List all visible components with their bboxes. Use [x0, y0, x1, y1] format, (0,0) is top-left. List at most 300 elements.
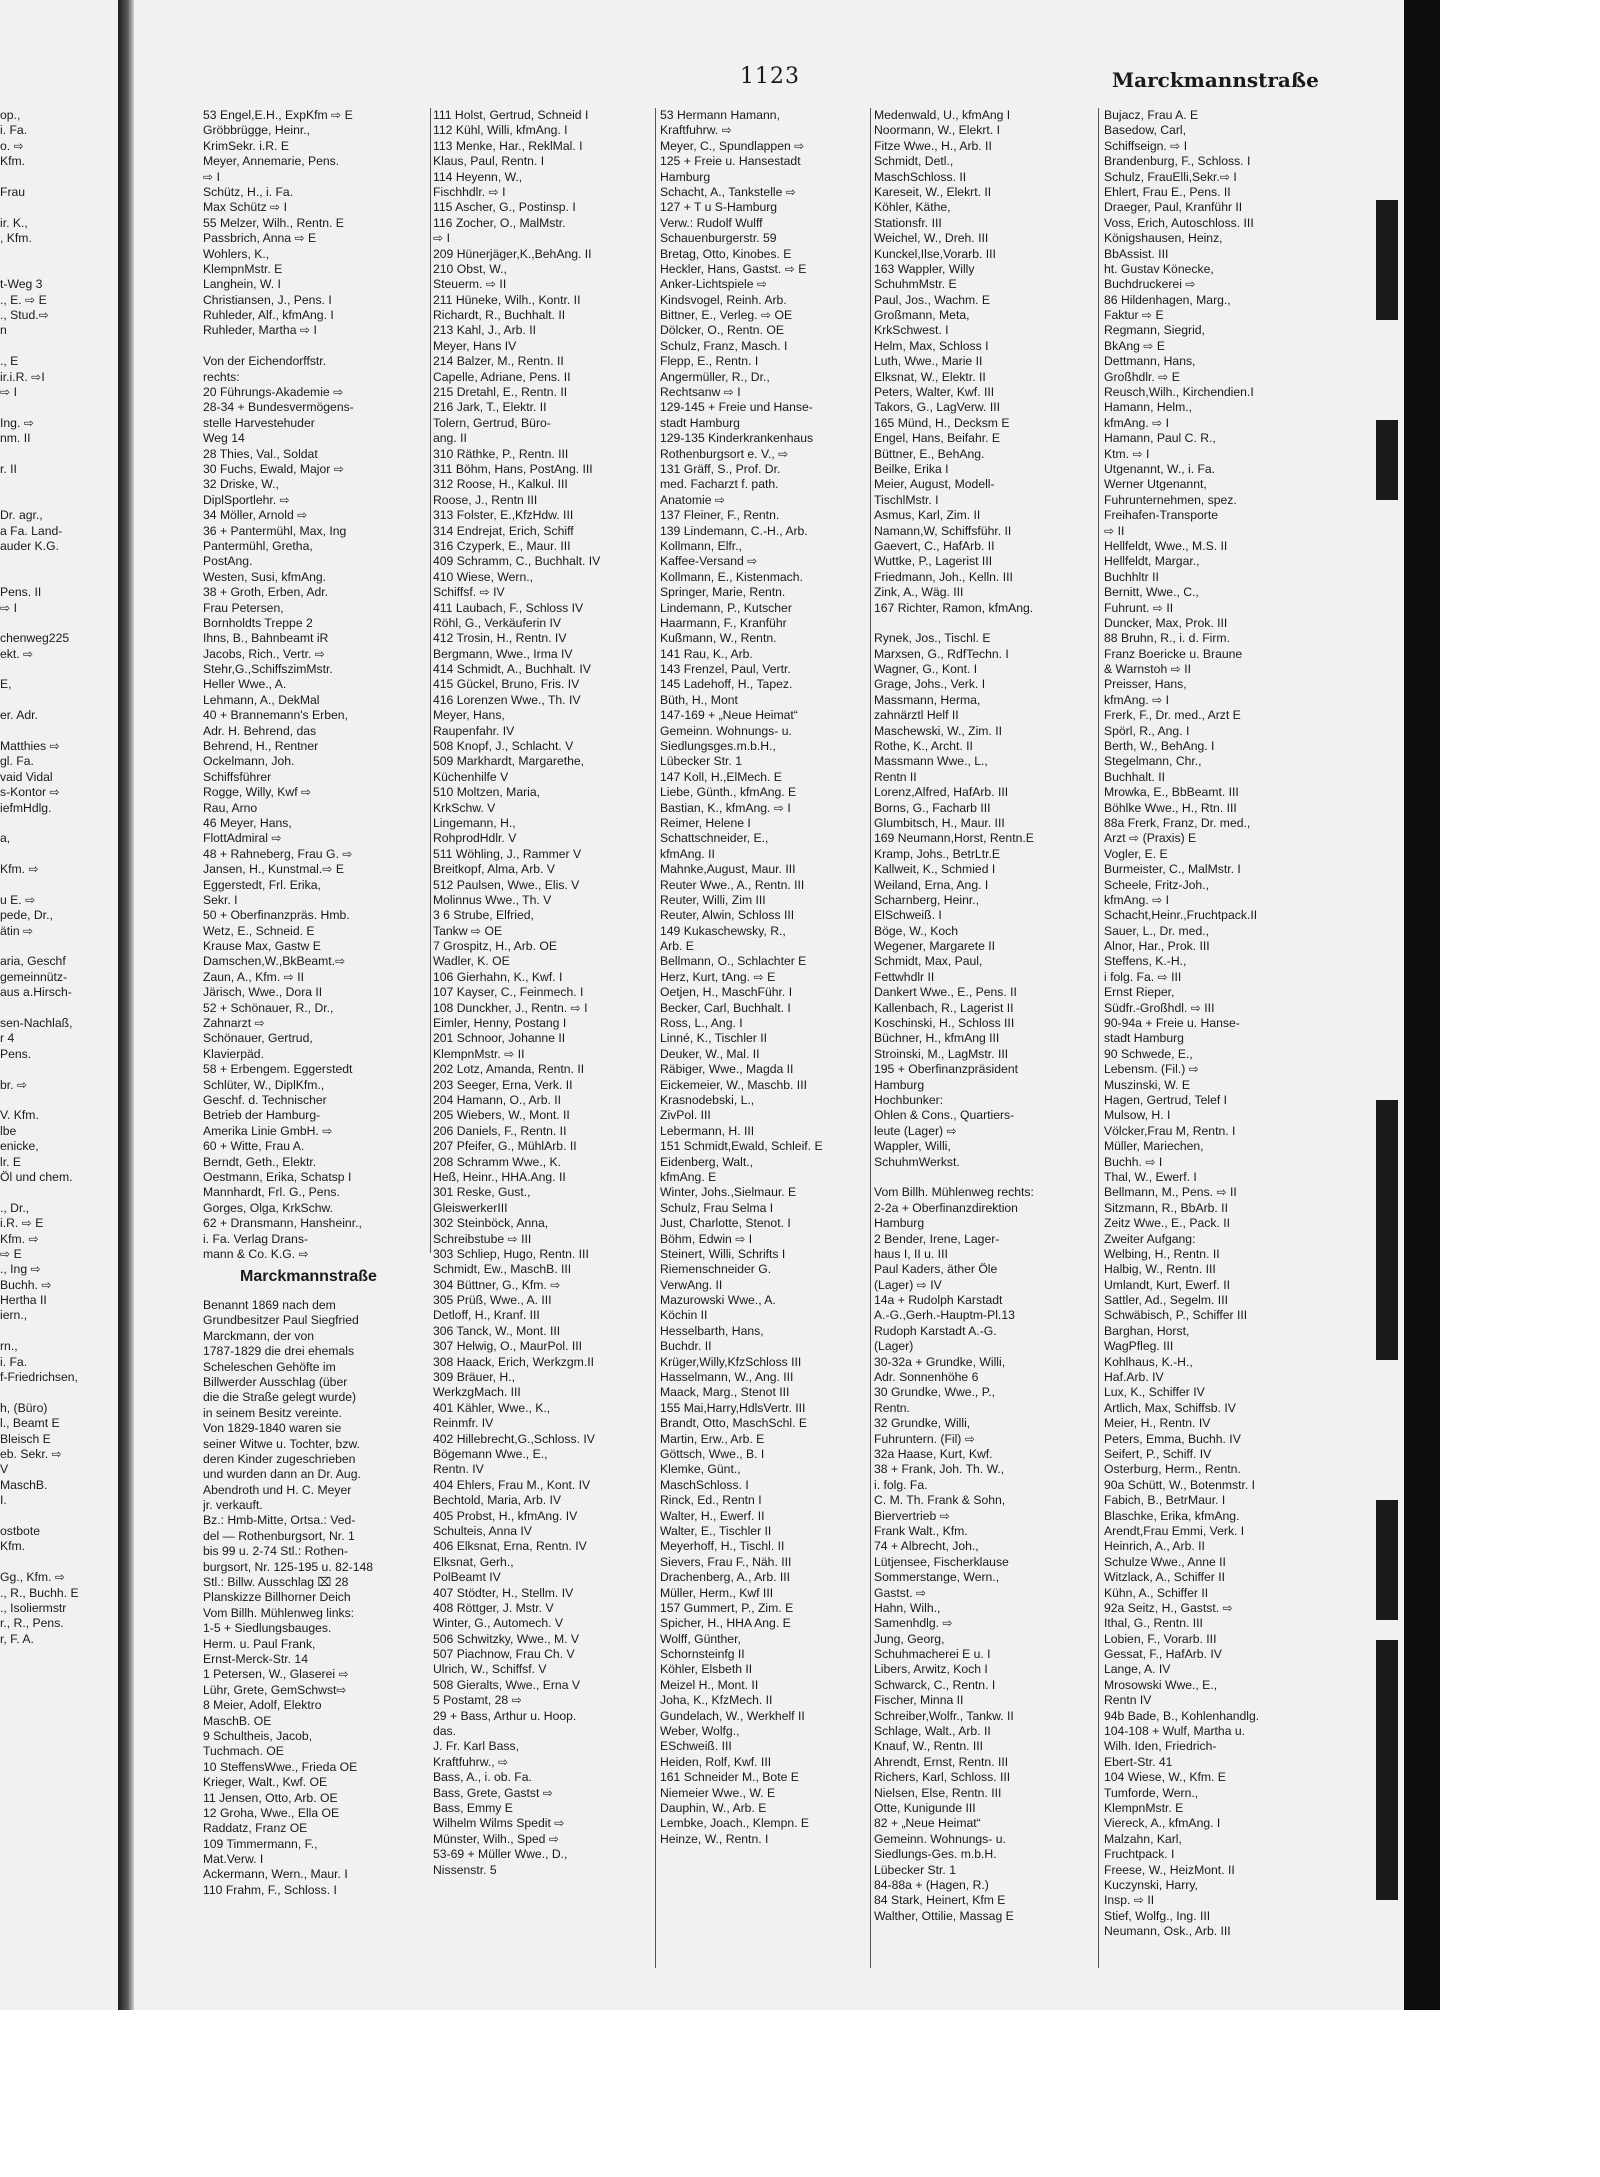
directory-line: l., Beamt E [0, 1416, 60, 1431]
directory-line [0, 662, 116, 677]
directory-line: 506 Schwitzky, Wwe., M. V [433, 1631, 580, 1646]
directory-line: Jung, Georg, [874, 1631, 945, 1646]
directory-line: Bastian, K., kfmAng. ⇨ I [660, 800, 791, 815]
directory-line: Kaffee-Versand ⇨ [660, 554, 758, 569]
directory-line: 104 Wiese, W., Kfm. E [1104, 1770, 1226, 1785]
directory-line: Jacobs, Rich., Vertr. ⇨ [203, 646, 325, 661]
directory-line: Anatomie ⇨ [660, 492, 726, 507]
directory-line: Schauenburgerstr. 59 [660, 231, 777, 246]
directory-line: 115 Ascher, G., Postinsp. I [433, 200, 576, 215]
directory-line [0, 724, 116, 739]
directory-line: Schiffseign. ⇨ I [1104, 138, 1188, 153]
directory-line: 38 + Frank, Joh. Th. W., [874, 1462, 1005, 1477]
directory-line [0, 200, 116, 215]
directory-line: kfmAng. II [660, 846, 715, 861]
directory-line: Meyer, Hans IV [433, 338, 517, 353]
directory-line: WagPfleg. III [1104, 1339, 1174, 1354]
directory-line: 195 + Oberfinanzpräsident [874, 1062, 1018, 1077]
directory-line: stelle Harvestehuder [203, 415, 315, 430]
directory-line: Maack, Marg., Stenot III [660, 1385, 790, 1400]
directory-line: Klaus, Paul, Rentn. I [433, 154, 545, 169]
directory-line: Herm. u. Paul Frank, [203, 1636, 316, 1651]
directory-line: Lange, A. IV [1104, 1662, 1171, 1677]
directory-line: Voss, Erich, Autoschloss. III [1104, 215, 1254, 230]
directory-line: 404 Ehlers, Frau M., Kont. IV [433, 1477, 591, 1492]
directory-line: Tumforde, Wern., [1104, 1785, 1199, 1800]
directory-line: 88 Bruhn, R., i. d. Firm. [1104, 631, 1230, 646]
directory-line: Winter, Johs.,Sielmaur. E [660, 1185, 797, 1200]
directory-line: MaschSchloss. I [660, 1477, 749, 1492]
directory-line: 125 + Freie u. Hansestadt [660, 154, 801, 169]
directory-line: Frau Petersen, [203, 600, 284, 615]
directory-line: 90 Schwede, E., [1104, 1046, 1193, 1061]
directory-line: Arzt ⇨ (Praxis) E [1104, 831, 1197, 846]
directory-line: 52 + Schönauer, R., Dr., [203, 1000, 334, 1015]
directory-line: Vom Billh. Mühlenweg rechts: [874, 1185, 1034, 1200]
directory-line: Kfm. [0, 1539, 26, 1554]
directory-line: 206 Daniels, F., Rentn. II [433, 1123, 567, 1138]
directory-line: Bass, Grete, Gastst ⇨ [433, 1785, 553, 1800]
directory-line: Adr. H. Behrend, das [203, 723, 317, 738]
directory-line: Medenwald, U., kfmAng I [874, 108, 1011, 122]
directory-line: 165 Münd, H., Decksm E [874, 415, 1010, 430]
directory-line: KrimSekr. i.R. E [203, 138, 290, 153]
directory-line: Klavierpäd. [203, 1046, 264, 1061]
directory-line: Vogler, E. E [1104, 846, 1168, 861]
directory-line: I. [0, 1493, 7, 1508]
directory-line: Zink, A., Wäg. III [874, 585, 964, 600]
directory-line: Walther, Ottilie, Massag E [874, 1908, 1014, 1923]
directory-line: Hamburg [660, 169, 711, 184]
directory-line: Meier, H., Rentn. IV [1104, 1416, 1211, 1431]
directory-line: Dankert Wwe., E., Pens. II [874, 985, 1017, 1000]
directory-line: i. folg. Fa. [874, 1477, 928, 1492]
directory-line: Schönauer, Gertrud, [203, 1031, 313, 1046]
directory-line: Röhl, G., Verkäuferin IV [433, 615, 562, 630]
directory-line [874, 1170, 1082, 1185]
directory-line: Rothe, K., Archt. II [874, 739, 973, 754]
directory-line: ., E [0, 354, 19, 369]
directory-line: Reusch,Wilh., Kirchendien.I [1104, 385, 1254, 400]
directory-line: Köhler, Elsbeth II [660, 1662, 753, 1677]
directory-line: Lebermann, H. III [660, 1123, 755, 1138]
directory-line: 414 Schmidt, A., Buchhalt. IV [433, 662, 591, 677]
directory-line: Fuhrunternehmen, spez. [1104, 492, 1237, 507]
directory-line: Jansen, H., Kunstmal.⇨ E [203, 862, 344, 877]
directory-line: Siedlungsges.m.b.H., [660, 739, 776, 754]
directory-line: Gg., Kfm. ⇨ [0, 1570, 66, 1585]
directory-line: 30 Grundke, Wwe., P., [874, 1385, 996, 1400]
directory-line: 129-145 + Freie und Hanse- [660, 400, 813, 415]
directory-line: Ruhleder, Martha ⇨ I [203, 323, 317, 338]
directory-line: ekt. ⇨ [0, 646, 34, 661]
directory-line: Lindemann, P., Kutscher [660, 600, 792, 615]
directory-line: 109 Timmermann, F., [203, 1836, 318, 1851]
directory-line: Kunckel,Ilse,Vorarb. III [874, 246, 996, 261]
directory-line: Schlage, Walt., Arb. II [874, 1724, 991, 1739]
directory-line: Hertha II [0, 1293, 47, 1308]
directory-line: Rentn IV [1104, 1693, 1152, 1708]
directory-line: Elksnat, Gerh., [433, 1554, 514, 1569]
directory-line: u E. ⇨ [0, 892, 36, 907]
directory-line: r., R., Pens. [0, 1616, 64, 1631]
directory-line: Von 1829-1840 waren sie [203, 1421, 342, 1436]
directory-line: 151 Schmidt,Ewald, Schleif. E [660, 1139, 823, 1154]
directory-line: Kußmann, W., Rentn. [660, 631, 777, 646]
directory-line: 305 Prüß, Wwe., A. III [433, 1293, 552, 1308]
directory-line: Samenhdlg. ⇨ [874, 1616, 953, 1631]
directory-line: Schuhmacherei E u. I [874, 1647, 991, 1662]
directory-line: Ohlen & Cons., Quartiers- [874, 1108, 1015, 1123]
directory-line: 511 Wöhling, J., Rammer V [433, 846, 582, 861]
directory-line: Räbiger, Wwe., Magda II [660, 1062, 794, 1077]
directory-line: Büchner, H., kfmAng III [874, 1031, 1000, 1046]
directory-line: 36 + Pantermühl, Max, Ing [203, 523, 347, 538]
directory-line: 14a + Rudolph Karstadt [874, 1293, 1003, 1308]
directory-line: Schulz, Franz, Masch. I [660, 338, 788, 353]
directory-line: gemeinnütz- [0, 969, 68, 984]
directory-line: Schacht,Heinr.,Fruchtpack.II [1104, 908, 1258, 923]
directory-line: del — Rothenburgsort, Nr. 1 [203, 1528, 355, 1543]
directory-line: Zahnarzt ⇨ [203, 1016, 265, 1031]
directory-line: 163 Wappler, Willy [874, 261, 975, 276]
directory-line: Winter, G., Automech. V [433, 1616, 564, 1631]
column-divider [870, 108, 871, 1968]
directory-line: ⇨ I [203, 169, 220, 184]
directory-line: BkAng ⇨ E [1104, 338, 1166, 353]
directory-line: Arendt,Frau Emmi, Verk. I [1104, 1523, 1245, 1538]
directory-line [0, 693, 116, 708]
running-header-street: Marckmannstraße [1112, 68, 1319, 92]
directory-line: vaid Vidal [0, 769, 53, 784]
directory-line: 58 + Erbengem. Eggerstedt [203, 1062, 353, 1077]
directory-line: Namann,W, Schiffsführ. II [874, 523, 1012, 538]
directory-line: o. ⇨ [0, 138, 24, 153]
directory-line: Hamann, Helm., [1104, 400, 1193, 415]
directory-line: h, (Büro) [0, 1400, 48, 1415]
directory-line [0, 570, 116, 585]
column-3 [660, 108, 868, 1847]
directory-line: Krasnodebski, L., [660, 1093, 755, 1107]
directory-line: 55 Melzer, Wilh., Rentn. E [203, 215, 344, 230]
directory-line: SchuhmMstr. E [874, 277, 957, 292]
directory-line: Königshausen, Heinz, [1104, 231, 1223, 246]
directory-line: auder K.G. [0, 538, 59, 553]
directory-line: Schiffsführer [203, 769, 272, 784]
directory-line: ., R., Buchh. E [0, 1585, 79, 1600]
directory-line: Krieger, Walt., Kwf. OE [203, 1775, 328, 1790]
directory-line: Meyer, C., Spundlappen ⇨ [660, 138, 805, 153]
directory-line: eb. Sekr. ⇨ [0, 1446, 62, 1461]
directory-line: Böge, W., Koch [874, 923, 959, 938]
directory-line: 416 Lorenzen Wwe., Th. IV [433, 692, 581, 707]
directory-line: 408 Röttger, J. Mstr. V [433, 1600, 554, 1615]
directory-line: 9 Schultheis, Jacob, [203, 1728, 313, 1743]
directory-line: Steffens, K.-H., [1104, 954, 1187, 969]
directory-line: Meizel H., Mont. II [660, 1677, 759, 1692]
directory-line: Basedow, Carl, [1104, 123, 1186, 138]
directory-line: Ockelmann, Joh. [203, 754, 295, 769]
directory-line: 207 Pfeifer, G., MühlArb. II [433, 1139, 577, 1154]
directory-line: Meyer, Annemarie, Pens. [203, 154, 340, 169]
directory-line: ang. II [433, 431, 467, 446]
directory-line: Biervertrieb ⇨ [874, 1508, 950, 1523]
directory-line: 104-108 + Wulf, Martha u. [1104, 1724, 1246, 1739]
directory-line: i folg. Fa. ⇨ III [1104, 969, 1182, 984]
directory-line: Kindsvogel, Reinh. Arb. [660, 292, 787, 307]
directory-line: Steuerm. ⇨ II [433, 277, 507, 292]
directory-line: Hochbunker: [874, 1093, 944, 1107]
directory-line: FlottAdmiral ⇨ [203, 831, 282, 846]
directory-line: 216 Jark, T., Elektr. II [433, 400, 547, 415]
directory-line: Christiansen, J., Pens. I [203, 292, 332, 307]
directory-line: Geschf. d. Technischer [203, 1093, 327, 1107]
directory-line: Fischhdlr. ⇨ I [433, 184, 506, 199]
directory-line: 29 + Bass, Arthur u. Hoop. [433, 1708, 577, 1723]
directory-line: Lühr, Grete, GemSchwst⇨ [203, 1682, 347, 1697]
directory-line: Frank Walt., Kfm. [874, 1523, 968, 1538]
directory-line: Wappler, Willi, [874, 1139, 951, 1154]
directory-line: Passbrich, Anna ⇨ E [203, 231, 317, 246]
directory-line: Lux, K., Schiffer IV [1104, 1385, 1205, 1400]
directory-line: Mannhardt, Frl. G., Pens. [203, 1185, 340, 1200]
directory-line: Schulz, FrauElli,Sekr.⇨ I [1104, 169, 1237, 184]
directory-line: Faktur ⇨ E [1104, 308, 1164, 323]
directory-line: Utgenannt, W., i. Fa. [1104, 461, 1216, 476]
directory-line: PolBeamt IV [433, 1570, 501, 1585]
directory-line: Wetz, E., Schneid. E [203, 923, 315, 938]
directory-line: Frau [0, 184, 26, 199]
directory-line: lbe [0, 1123, 17, 1138]
directory-line: 507 Piachnow, Frau Ch. V [433, 1647, 575, 1662]
directory-line: Schiffsf. ⇨ IV [433, 585, 505, 600]
directory-line: 311 Böhm, Hans, PostAng. III [433, 461, 593, 476]
directory-line: Hamburg [874, 1077, 925, 1092]
directory-line: 415 Gückel, Bruno, Fris. IV [433, 677, 580, 692]
directory-line: 147 Koll, H.,ElMech. E [660, 769, 782, 784]
directory-line: ir. K., [0, 215, 28, 230]
directory-line: Walter, E., Tischler II [660, 1523, 772, 1538]
directory-line: 2-2a + Oberfinanzdirektion [874, 1200, 1018, 1215]
directory-line: Vom Billh. Mühlenweg links: [203, 1605, 355, 1620]
directory-line: Ackermann, Wern., Maur. I [203, 1867, 348, 1882]
directory-line: Schwäbisch, P., Schiffer III [1104, 1308, 1248, 1323]
directory-line: Bujacz, Frau A. E [1104, 108, 1199, 122]
directory-line: Rechtsanw ⇨ I [660, 385, 741, 400]
directory-line: Sekr. I [203, 892, 238, 907]
directory-line: Buchhltr II [1104, 569, 1159, 584]
directory-line: 88a Frerk, Franz, Dr. med., [1104, 815, 1251, 830]
directory-line: Kramp, Johs., BetrLtr.E [874, 846, 1000, 861]
directory-line: J. Fr. Karl Bass, [433, 1739, 520, 1754]
directory-line: Bleisch E [0, 1431, 51, 1446]
page-right-edge [1404, 0, 1440, 2010]
directory-line: iern., [0, 1308, 28, 1323]
directory-line: Lobien, F., Vorarb. III [1104, 1631, 1217, 1646]
directory-line: Schulze Wwe., Anne II [1104, 1554, 1226, 1569]
directory-line: 508 Gieralts, Wwe., Erna V [433, 1677, 580, 1692]
directory-line: kfmAng. E [660, 1169, 717, 1184]
directory-line: 74 + Albrecht, Joh., [874, 1539, 979, 1554]
directory-line: Bass, A., i. ob. Fa. [433, 1770, 532, 1785]
directory-line: Schreiber,Wolfr., Tankw. II [874, 1708, 1014, 1723]
directory-line: Angermüller, R., Dr., [660, 369, 770, 384]
directory-line: Scheele, Fritz-Joh., [1104, 877, 1209, 892]
directory-line: Gorges, Olga, KrkSchw. [203, 1200, 334, 1215]
directory-line: Hahn, Wilh., [874, 1600, 941, 1615]
directory-line: Oestmann, Erika, Schatsp I [203, 1169, 352, 1184]
column-divider [430, 108, 431, 1253]
directory-line: 309 Bräuer, H., [433, 1370, 515, 1385]
directory-line: Lübecker Str. 1 [874, 1862, 956, 1877]
directory-line: Bergmann, Wwe., Irma IV [433, 646, 573, 661]
directory-line: ir.i.R. ⇨I [0, 369, 45, 384]
directory-line: 302 Steinböck, Anna, [433, 1216, 549, 1231]
directory-line: 169 Neumann,Horst, Rentn.E [874, 831, 1034, 846]
directory-line: Buchh. ⇨ [0, 1277, 52, 1292]
directory-line: op., [0, 108, 21, 122]
directory-line: 304 Büttner, G., Kfm. ⇨ [433, 1277, 561, 1292]
directory-line: Langhein, W. I [203, 277, 281, 292]
directory-line: 60 + Witte, Frau A. [203, 1139, 305, 1154]
directory-line: enicke, [0, 1139, 39, 1154]
directory-line: 53 Hermann Hamann, [660, 108, 780, 122]
directory-line: Springer, Marie, Rentn. [660, 585, 786, 600]
directory-line: 139 Lindemann, C.-H., Arb. [660, 523, 808, 538]
directory-line: Drachenberg, A., Arb. III [660, 1570, 791, 1585]
directory-line: haus I, II u. III [874, 1246, 948, 1261]
directory-line: 202 Lotz, Amanda, Rentn. II [433, 1062, 585, 1077]
directory-line: Schmidt, Detl., [874, 154, 954, 169]
directory-line: , Kfm. [0, 231, 32, 246]
directory-line: ., Dr., [0, 1200, 30, 1215]
directory-line: 116 Zocher, O., MalMstr. [433, 215, 566, 230]
directory-line: V [0, 1462, 9, 1477]
directory-line: 205 Wiebers, W., Mont. II [433, 1108, 570, 1123]
directory-line: Berndt, Geth., Elektr. [203, 1154, 317, 1169]
directory-line: r. II [0, 461, 17, 476]
directory-line: Pens. [0, 1046, 32, 1061]
column-1-street-description [203, 1298, 425, 1898]
directory-line: Rentn II [874, 769, 917, 784]
directory-line [0, 493, 116, 508]
directory-line: Herz, Kurt, tAng. ⇨ E [660, 969, 776, 984]
directory-line: 28 Thies, Val., Soldat [203, 446, 318, 461]
directory-line: 30-32a + Grundke, Willi, [874, 1354, 1006, 1369]
directory-line: 90-94a + Freie u. Hanse- [1104, 1016, 1240, 1031]
directory-line: Marxsen, G., RdfTechn. I [874, 646, 1009, 661]
directory-line: Peters, Emma, Buchh. IV [1104, 1431, 1241, 1446]
directory-line: Gastst. ⇨ [874, 1585, 927, 1600]
directory-line: Hamburg [874, 1216, 925, 1231]
directory-line: Schütz, H., i. Fa. [203, 184, 294, 199]
directory-line: Spicher, H., HHA Ang. E [660, 1616, 791, 1631]
directory-line: Richers, Karl, Schloss. III [874, 1770, 1011, 1785]
directory-line: Heß, Heinr., HHA.Ang. II [433, 1169, 566, 1184]
directory-line [874, 616, 1082, 631]
directory-line: Arb. E [660, 939, 694, 954]
directory-line: Klemke, Günt., [660, 1462, 741, 1477]
directory-line: Stegelmann, Chr., [1104, 754, 1202, 769]
directory-line: 32 Grundke, Willi, [874, 1416, 971, 1431]
directory-line: 401 Kähler, Wwe., K., [433, 1400, 551, 1415]
directory-line: Witzlack, A., Schiffer II [1104, 1570, 1226, 1585]
directory-line: 313 Folster, E.,KfzHdw. III [433, 508, 574, 523]
directory-line: Welbing, H., Rentn. II [1104, 1246, 1220, 1261]
directory-line: Marckmann, der von [203, 1328, 315, 1343]
directory-line: RohprodHdlr. V [433, 831, 517, 846]
directory-line: Friedmann, Joh., Kelln. III [874, 569, 1013, 584]
directory-line: Ross, L., Ang. I [660, 1016, 743, 1031]
directory-line: Böhm, Edwin ⇨ I [660, 1231, 753, 1246]
directory-line: Rynek, Jos., Tischl. E [874, 631, 991, 646]
directory-line: Rentn. IV [433, 1462, 484, 1477]
directory-line: Eidenberg, Walt., [660, 1154, 754, 1169]
directory-line [0, 847, 116, 862]
directory-line: ., Stud.⇨ [0, 308, 49, 323]
directory-line: 308 Haack, Erich, Werkzgm.II [433, 1354, 594, 1369]
directory-line: Kohlhaus, K.-H., [1104, 1354, 1193, 1369]
directory-line: Wolff, Günther, [660, 1631, 741, 1646]
directory-line: Blaschke, Erika, kfmAng. [1104, 1508, 1240, 1523]
directory-line: Wagner, G., Kont. I [874, 662, 978, 677]
directory-line: 508 Knopf, J., Schlacht. V [433, 739, 574, 754]
directory-line: Kallweit, K., Schmied I [874, 862, 996, 877]
directory-line: Völcker,Frau M, Rentn. I [1104, 1123, 1236, 1138]
directory-line: 106 Gierhahn, K., Kwf. I [433, 969, 563, 984]
directory-line: 1-5 + Siedlungsbauges. [203, 1621, 332, 1636]
directory-line: Malzahn, Karl, [1104, 1831, 1182, 1846]
directory-line: Flepp, E., Rentn. I [660, 354, 759, 369]
directory-line [0, 1385, 116, 1400]
directory-line: Molinnus Wwe., Th. V [433, 892, 552, 907]
directory-line: kfmAng. ⇨ I [1104, 892, 1170, 907]
directory-line: 316 Czyperk, E., Maur. III [433, 538, 571, 553]
directory-line: SchuhmWerkst. [874, 1154, 960, 1169]
directory-line: Heller Wwe., A. [203, 677, 287, 692]
directory-line: 38 + Groth, Erben, Adr. [203, 585, 328, 600]
directory-line: E, [0, 677, 12, 692]
book-gutter [118, 0, 134, 2010]
directory-line: Buchdr. II [660, 1339, 712, 1354]
directory-line: in seinem Besitz vereinte. [203, 1405, 342, 1420]
directory-line: C. M. Th. Frank & Sohn, [874, 1493, 1006, 1508]
directory-line: 8 Meier, Adolf, Elektro [203, 1698, 322, 1713]
directory-line: Meyerhoff, H., Tischl. II [660, 1539, 785, 1554]
directory-line: seiner Witwe u. Tochter, bzw. [203, 1436, 360, 1451]
directory-line: Kallenbach, R., Lagerist II [874, 1000, 1014, 1015]
directory-line: Meier, August, Modell- [874, 477, 995, 492]
directory-line: Barghan, Horst, [1104, 1323, 1190, 1338]
directory-line: Eickemeier, W., Maschb. III [660, 1077, 807, 1092]
directory-line [0, 1555, 116, 1570]
directory-line: Göttsch, Wwe., B. I [660, 1446, 765, 1461]
directory-line: Bittner, E., Verleg. ⇨ OE [660, 308, 793, 323]
directory-line: Zaun, A., Kfm. ⇨ II [203, 969, 304, 984]
directory-line: Luth, Wwe., Marie II [874, 354, 983, 369]
directory-line: Heckler, Hans, Gastst. ⇨ E [660, 261, 807, 276]
directory-line: Eggerstedt, Frl. Erika, [203, 877, 321, 892]
directory-line: Artlich, Max, Schiffsb. IV [1104, 1400, 1236, 1415]
directory-line: ht. Gustav Könecke, [1104, 261, 1214, 276]
directory-line: 203 Seeger, Erna, Verk. II [433, 1077, 573, 1092]
directory-line: A.-G.,Gerh.-Hauptm-Pl.13 [874, 1308, 1015, 1323]
directory-line: Rudoph Karstadt A.-G. [874, 1323, 997, 1338]
directory-line: Viereck, A., kfmAng. I [1104, 1816, 1221, 1831]
directory-line: Ruhleder, Alf., kfmAng. I [203, 308, 334, 323]
directory-line: Richardt, R., Buchhalt. II [433, 308, 566, 323]
directory-line: Glumbitsch, H., Maur. III [874, 815, 1005, 830]
